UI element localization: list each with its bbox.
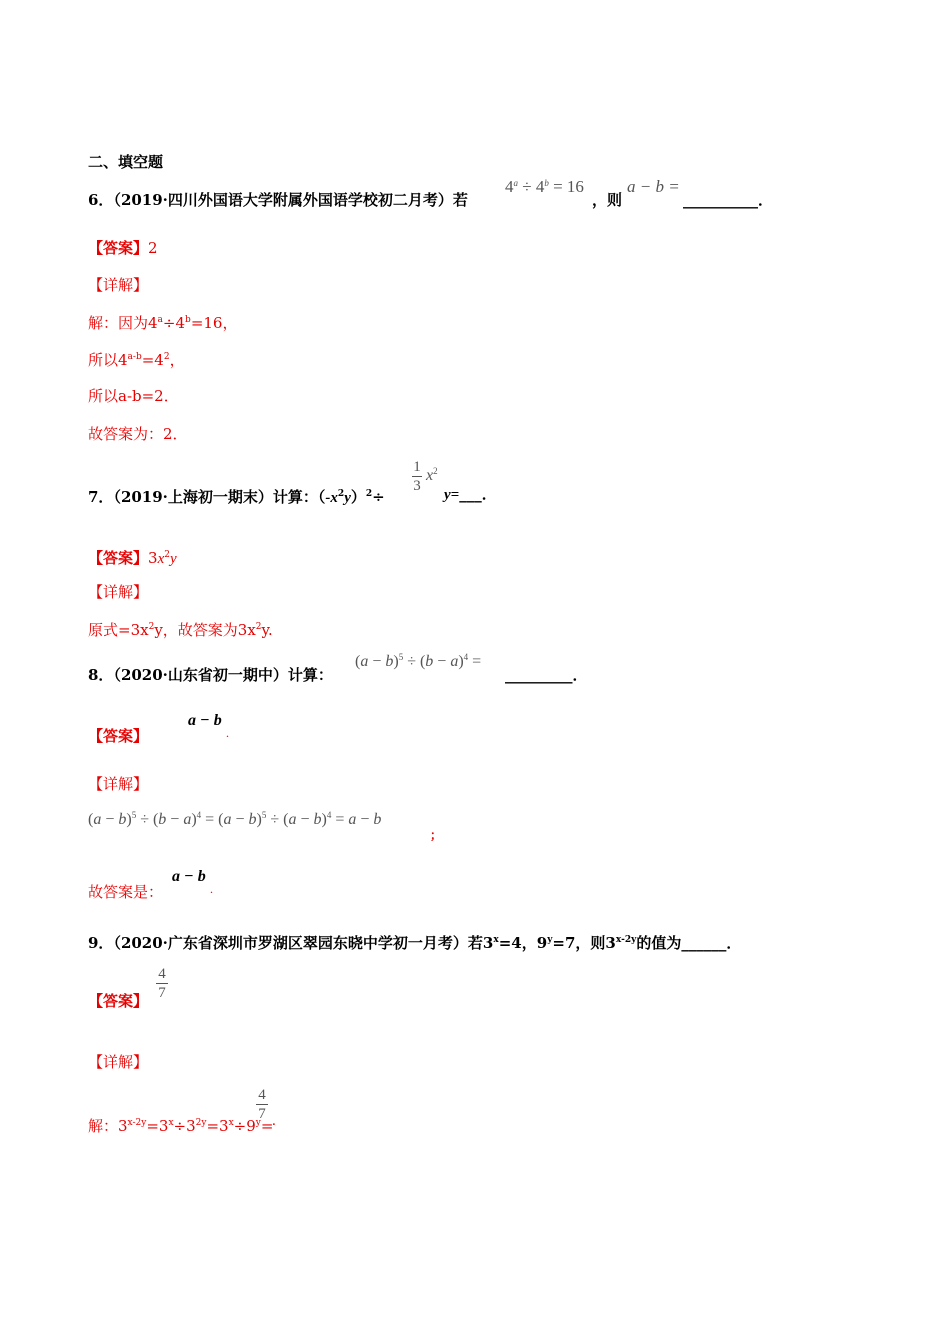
question-source: （2020·山东省初一期中）计算： — [113, 666, 333, 684]
answer-blank: ______． — [681, 934, 742, 952]
answer-tag: 【答案】 — [88, 549, 149, 567]
fraction-one-third — [410, 458, 424, 495]
question-source: （2020·广东省深圳市罗湖区翠园东晓中学初一月考）若 — [113, 934, 483, 952]
answer-blank: ___． — [459, 485, 497, 503]
fraction-denominator: 7 — [158, 985, 166, 1001]
question-7: 7．（2019·上海初一期末）计算：$(-x^2y)^2\div$ — [88, 488, 385, 506]
detail-tag: 【详解】 — [88, 583, 149, 601]
question-number: 6． — [88, 191, 114, 209]
expr-y: y — [344, 490, 351, 506]
solution-step: 原式$=3x^2y$，故答案为$3x^2y$. — [88, 621, 273, 639]
answer-value-8: a − b — [188, 712, 222, 729]
solution-step-4: 故答案为：2． — [88, 425, 188, 443]
question-9: 9．（2020·广东省深圳市罗湖区翠园东晓中学初一月考）若$3^x=4$，$9^y=7$，则$3^{x-2y}$的值为______． — [88, 934, 742, 952]
fraction-x-squared: $x^2$ — [426, 466, 438, 484]
section-title: 二、填空题 — [88, 153, 164, 171]
solution-period: . — [272, 1113, 276, 1129]
solution-step-9: 解：$3^{x-2y}=3^x\div 3^{2y}=3^x\div 9^y=$ — [88, 1117, 274, 1135]
conclusion-period: . — [210, 882, 213, 896]
answer-blank: _________． — [505, 666, 588, 684]
tail-text: y= — [444, 487, 460, 503]
conclusion-value-8: a − b — [172, 868, 206, 885]
answer-row-6 — [88, 238, 158, 258]
answer-blank: __________． — [683, 191, 774, 209]
question-number: 7． — [88, 488, 114, 506]
question-7-tail — [444, 484, 497, 505]
question-6-connector: ，则 — [592, 191, 623, 209]
question-source: （2019·上海初一期末）计算：（ — [113, 488, 326, 506]
question-6 — [88, 190, 468, 210]
question-6-formula: $4^a \div 4^b = 16$ — [505, 177, 584, 196]
answer-value: $3x^2y$ — [148, 549, 177, 567]
conclusion-8: 故答案是： — [88, 883, 164, 901]
fraction-numerator: 4 — [158, 966, 166, 982]
question-6-formula-2: a − b = — [627, 177, 680, 196]
question-number: 9． — [88, 934, 114, 952]
fraction-denominator: 3 — [413, 478, 421, 494]
answer-row-7 — [88, 545, 177, 569]
answer-fraction-9 — [155, 965, 169, 1002]
expr-close: ） — [350, 488, 366, 506]
detail-tag: 【详解】 — [88, 276, 149, 294]
solution-fraction-9 — [255, 1086, 269, 1123]
answer-period: . — [226, 726, 229, 740]
solution-step-1: 解：因为$4^a\div 4^b=16$， — [88, 314, 238, 332]
question-source: （2019·四川外国语大学附属外国语学校初二月考）若 — [113, 191, 468, 209]
question-8 — [88, 665, 333, 685]
expr-base: -x — [325, 490, 338, 506]
answer-tag-8: 【答案】 — [88, 727, 149, 745]
solution-step-3: 所以a-b=2． — [88, 387, 179, 405]
fraction-numerator: 4 — [258, 1087, 266, 1103]
solution-step-2: 所以$4^{a-b}=4^2$， — [88, 351, 185, 369]
divide-sign: ÷ — [372, 488, 385, 506]
detail-tag: 【详解】 — [88, 1053, 149, 1071]
fraction-numerator: 1 — [413, 459, 421, 475]
detail-formula-8: $(a - b)^5 \div (b - a)^4 = (a - b)^5 \div (a - b)^4 = a - b$ — [88, 810, 382, 828]
question-8-formula: $(a - b)^5 \div (b - a)^4$ = — [355, 652, 482, 670]
answer-tag-9: 【答案】 — [88, 992, 149, 1010]
answer-value: 2 — [148, 239, 158, 257]
detail-tag: 【详解】 — [88, 775, 149, 793]
answer-tag: 【答案】 — [88, 239, 149, 257]
question-number: 8． — [88, 666, 114, 684]
fraction-denominator: 7 — [258, 1106, 266, 1122]
detail-semicolon: ； — [430, 828, 443, 842]
